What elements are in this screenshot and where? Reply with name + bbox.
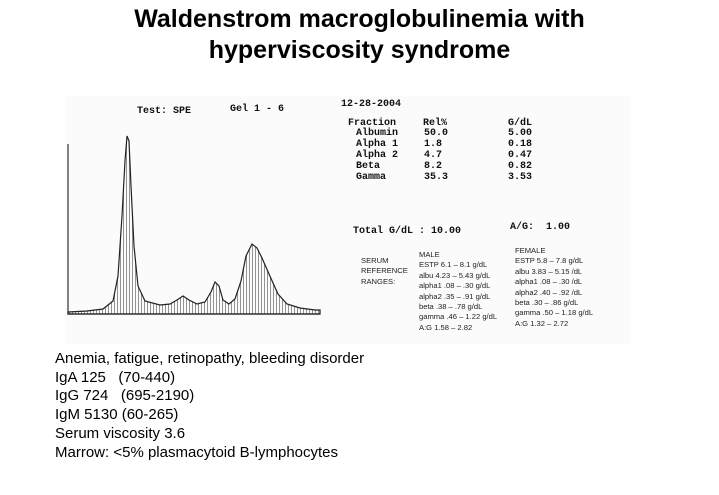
clinical-notes bbox=[55, 350, 655, 462]
fraction-name: Alpha 2 bbox=[356, 150, 399, 161]
fraction-gdl: 0.47 bbox=[508, 150, 533, 161]
note-line: Marrow: <5% plasmacytoid B-lymphocytes bbox=[55, 443, 339, 461]
total-gdl: Total G/dL : 10.00 bbox=[353, 226, 462, 237]
fraction-rel: 50.0 bbox=[424, 128, 449, 139]
note-line: IgG 724 (695-2190) bbox=[55, 387, 195, 405]
header-fraction: Fraction bbox=[348, 118, 397, 129]
fraction-gdl: 5.00 bbox=[508, 128, 533, 139]
female-reference-ranges: FEMALE ESTP 5.8 – 7.8 g/dL albu 3.83 – 5.15 /dL alpha1 .08 – .30 /dL alpha2 .40 – .92 /dL beta .30 – .86 g/dL gamma .50 – 1.18 g/dL A:G 1.32 – 2.72 bbox=[515, 246, 594, 328]
fraction-rel: 4.7 bbox=[424, 150, 443, 161]
note-line: Serum viscosity 3.6 bbox=[55, 424, 186, 442]
male-reference-ranges: MALE ESTP 6.1 – 8.1 g/dL albu 4.23 – 5.43 g/dL alpha1 .08 – .30 g/dL alpha2 .35 – .91 g/dL beta .38 – .78 g/dL gamma .46 – 1.22 g/dL A:G 1.58 – 2.82 bbox=[419, 250, 498, 332]
fraction-rel: 1.8 bbox=[424, 139, 443, 150]
fraction-name: Albumin bbox=[356, 128, 399, 139]
note-line: IgM 5130 (60-265) bbox=[55, 406, 179, 424]
fraction-row bbox=[356, 172, 616, 184]
trace-frame bbox=[68, 144, 320, 314]
header-gdl: G/dL bbox=[508, 118, 533, 129]
fraction-gdl: 0.18 bbox=[508, 139, 533, 150]
fraction-name: Gamma bbox=[356, 172, 387, 183]
fraction-gdl: 0.82 bbox=[508, 161, 533, 172]
spe-report-image bbox=[65, 96, 631, 344]
title-line-1: Waldenstrom macroglobulinemia with bbox=[134, 5, 585, 33]
note-line: IgA 125 (70-440) bbox=[55, 368, 176, 386]
note-line: Anemia, fatigue, retinopathy, bleeding disorder bbox=[55, 350, 365, 367]
gel-label: Gel 1 - 6 bbox=[230, 104, 285, 115]
serum-reference-label: SERUM REFERENCE RANGES: bbox=[361, 256, 408, 286]
trace-curve bbox=[68, 136, 320, 314]
report-date: 12-28-2004 bbox=[341, 99, 402, 110]
fraction-gdl: 3.53 bbox=[508, 172, 533, 183]
fraction-rel: 8.2 bbox=[424, 161, 443, 172]
slide-title bbox=[0, 4, 719, 66]
fraction-name: Alpha 1 bbox=[356, 139, 399, 150]
test-label: Test: SPE bbox=[137, 106, 192, 117]
title-line-2: hyperviscosity syndrome bbox=[208, 36, 511, 64]
ag-ratio: A/G: 1.00 bbox=[510, 222, 571, 233]
fraction-rel: 35.3 bbox=[424, 172, 449, 183]
fraction-name: Beta bbox=[356, 161, 381, 172]
header-rel: Rel% bbox=[423, 118, 448, 129]
